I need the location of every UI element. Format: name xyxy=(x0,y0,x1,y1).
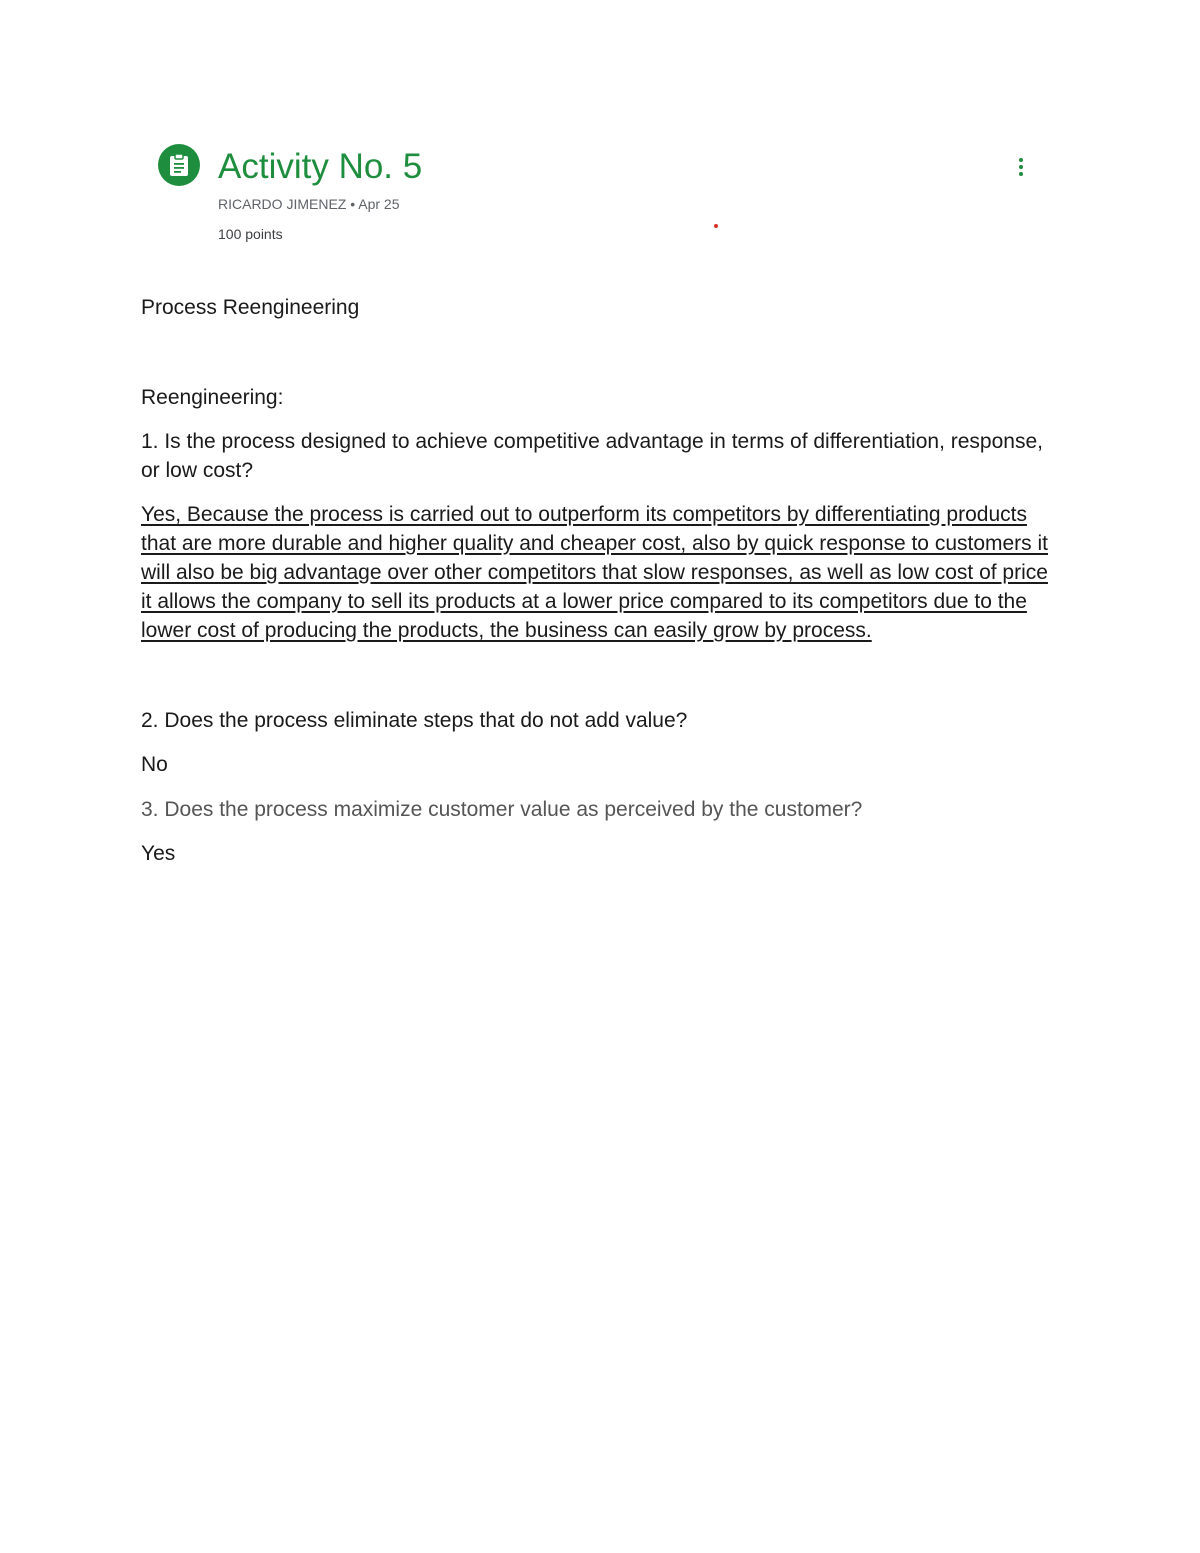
assignment-icon xyxy=(158,144,200,186)
assignment-header xyxy=(158,144,1038,254)
question-3: 3. Does the process maximize customer value as perceived by the customer? xyxy=(141,798,863,821)
answer-2: No xyxy=(141,753,168,776)
question-1: 1. Is the process designed to achieve competitive advantage in terms of differentiation, response, or low cost? xyxy=(141,430,1043,482)
assignment-title: Activity No. 5 xyxy=(218,147,423,186)
answer-1: Yes, Because the process is carried out to outperform its competitors by differentiating products that are more durable and higher quality and cheaper cost, also by quick response to customers it will also be big advantage over other competitors that slow responses, as well as low cost of price it allows the company to sell its products at a lower price compared to its competitors due to the lower cost of producing the products, the business can easily grow by process. xyxy=(141,503,1049,642)
author-date: RICARDO JIMENEZ • Apr 25 xyxy=(218,196,400,212)
red-dot-mark xyxy=(714,224,718,228)
answer-3: Yes xyxy=(141,842,176,865)
question-2: 2. Does the process eliminate steps that do not add value? xyxy=(141,709,688,732)
document-title: Process Reengineering xyxy=(141,296,360,319)
more-vert-icon[interactable] xyxy=(1008,154,1034,180)
points-label: 100 points xyxy=(218,226,283,242)
document-body xyxy=(141,293,1061,884)
section-label: Reengineering: xyxy=(141,386,284,409)
